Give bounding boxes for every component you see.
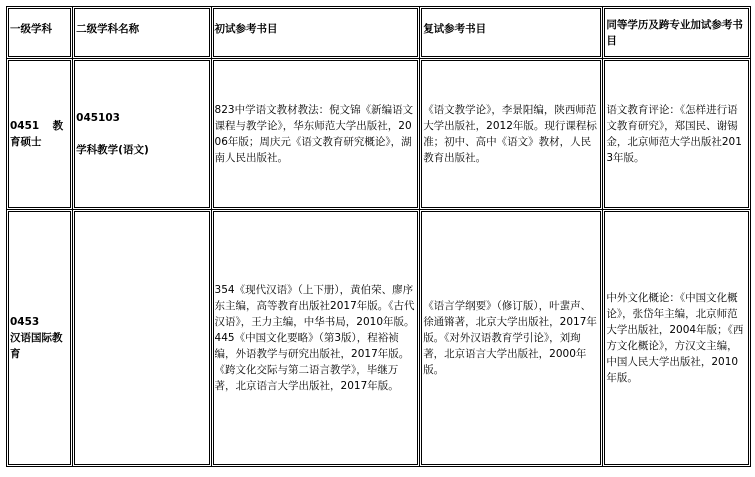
- retest-books-cell: 《语言学纲要》（修订版），叶蜚声、徐通锵著，北京大学出版社，2017年版。《对外汉语教育学引论》，刘珣著，北京语言大学出版社，2000年版。: [420, 210, 603, 467]
- extra-exam-books-cell: 语文教育评论：《怎样进行语文教育研究》，郑国民、谢锡金，北京师范大学出版社2013年版。: [603, 59, 751, 210]
- sub-discipline-code: 045103: [76, 112, 120, 124]
- reference-book-table: [6, 6, 751, 467]
- extra-exam-books-cell: 中外文化概论：《中国文化概论》，张岱年主编，北京师范大学出版社，2004年版；《西方文化概论》，方汉文主编，中国人民大学出版社，2010年版。: [603, 210, 751, 467]
- header-second-level-discipline: 二级学科名称: [73, 7, 211, 59]
- discipline-name: 汉语国际教育: [10, 332, 63, 360]
- initial-exam-books-cell: 354《现代汉语》（上下册），黄伯荣、廖序东主编，高等教育出版社2017年版。《古代汉语》，王力主编，中华书局，2010年版。445《中国文化要略》（第3版），程裕祯编，外语教学与研究出版社，2017年版。《跨文化交际与第二语言教学》，毕继万著，北京语言大学出版社，2017年版。: [211, 210, 420, 467]
- table-header-row: [7, 7, 751, 59]
- sub-discipline-name: 学科教学(语文): [76, 144, 149, 156]
- second-level-discipline-cell: [73, 210, 211, 467]
- second-level-discipline-cell: [73, 59, 211, 210]
- table-row: [7, 210, 751, 467]
- header-initial-exam-books: 初试参考书目: [211, 7, 420, 59]
- discipline-code: 0451: [10, 120, 40, 132]
- first-level-discipline-cell: [7, 210, 73, 467]
- retest-books-cell: 《语文教学论》，李景阳编，陕西师范大学出版社，2012年版。现行课程标准；初中、高中《语文》教材，人民教育出版社。: [420, 59, 603, 210]
- first-level-discipline-cell: [7, 59, 73, 210]
- header-extra-exam-books: 同等学历及跨专业加试参考书目: [603, 7, 751, 59]
- discipline-name: 教育硕士: [10, 120, 64, 148]
- discipline-code: 0453: [10, 316, 40, 328]
- header-retest-books: 复试参考书目: [420, 7, 603, 59]
- table-row: [7, 59, 751, 210]
- initial-exam-books-cell: 823中学语文教材教法：倪文锦《新编语文课程与教学论》，华东师范大学出版社，2006年版；周庆元《语文教育研究概论》，湖南人民出版社。: [211, 59, 420, 210]
- header-first-level-discipline: 一级学科: [7, 7, 73, 59]
